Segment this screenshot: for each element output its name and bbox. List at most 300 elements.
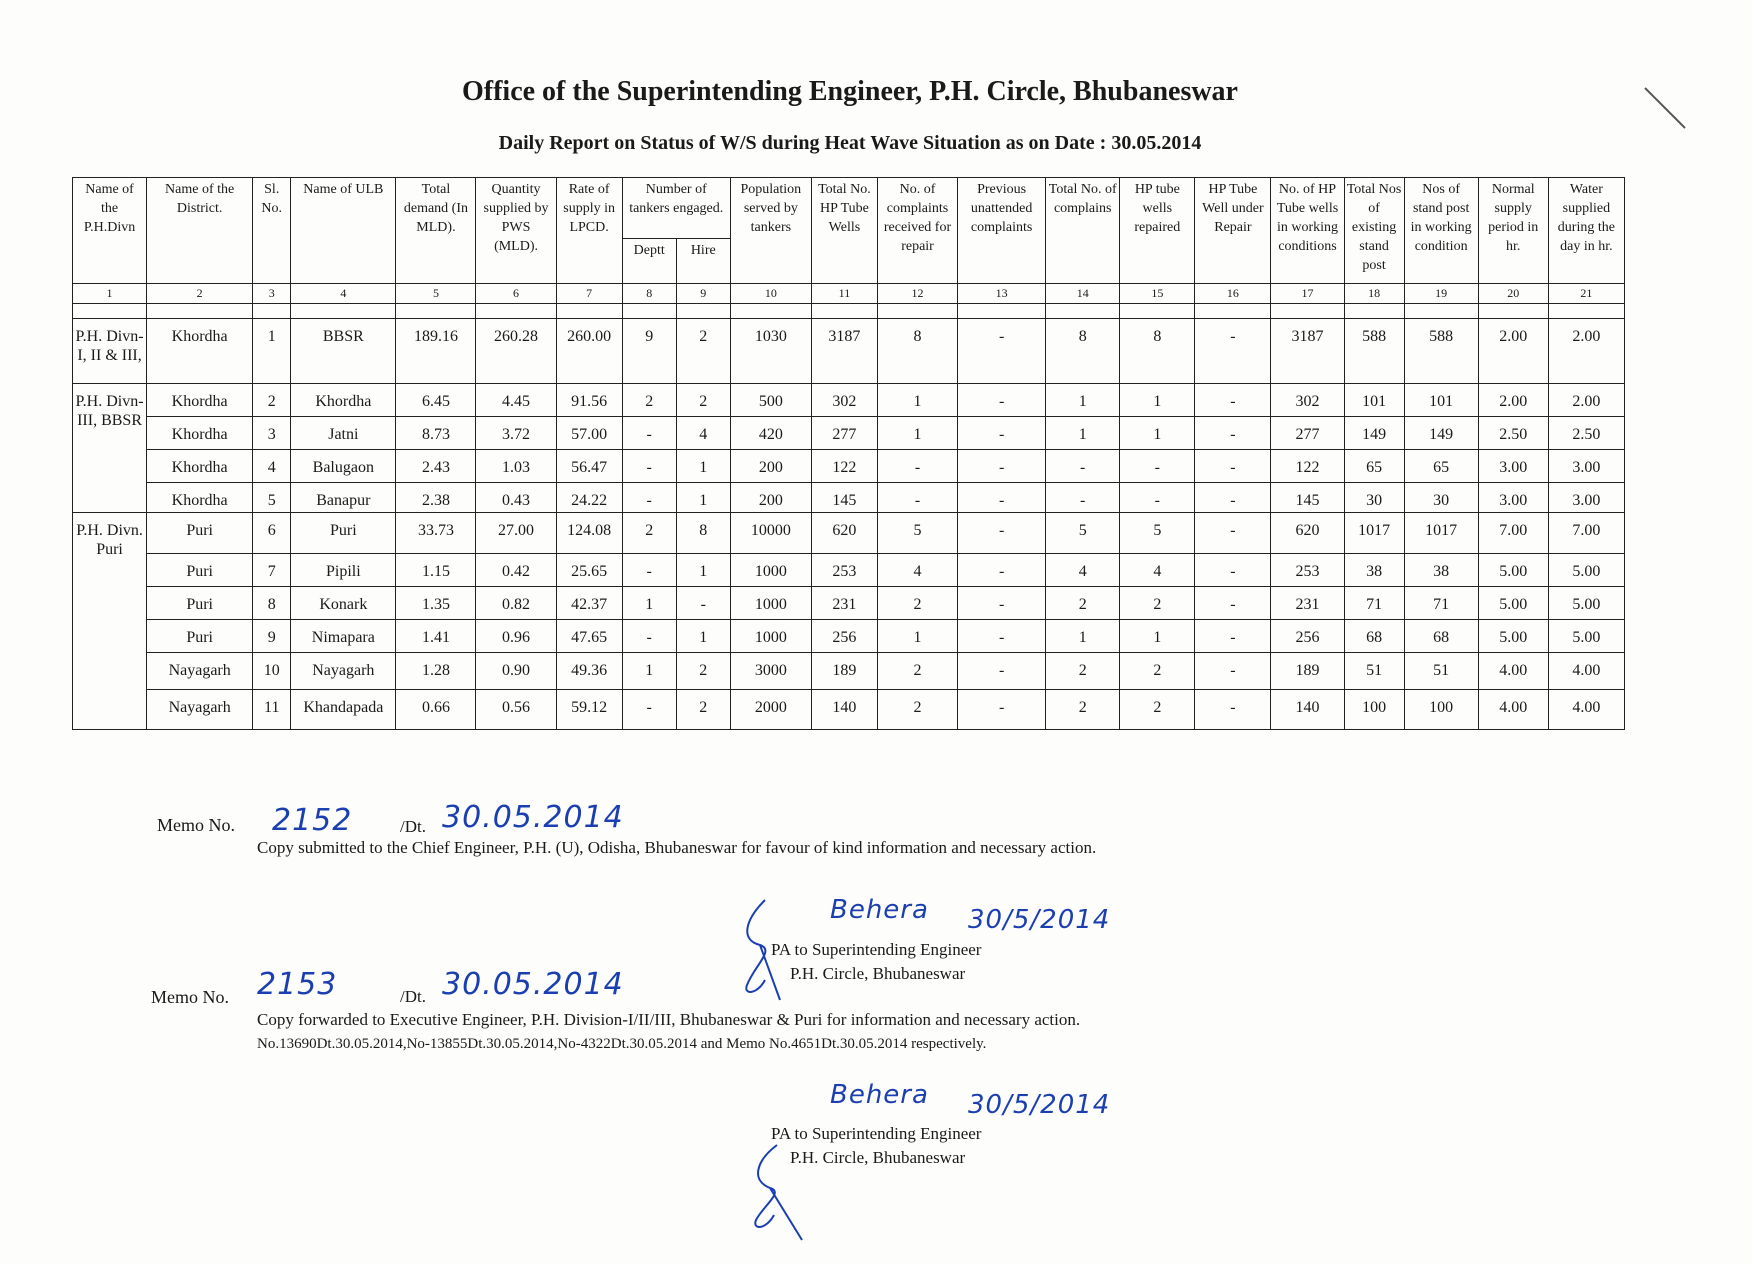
table-cell: 256 <box>811 620 877 653</box>
table-cell: 2 <box>1120 653 1195 690</box>
table-cell: - <box>1120 483 1195 513</box>
table-cell: 1.15 <box>396 554 476 587</box>
spacer-cell <box>811 304 877 319</box>
table-cell: 8 <box>1046 319 1120 384</box>
table-cell: 2 <box>1046 690 1120 730</box>
table-cell: - <box>958 450 1046 483</box>
column-number-cell: 16 <box>1195 284 1271 304</box>
header-cell: Deptt <box>622 239 676 284</box>
spacer-cell <box>476 304 556 319</box>
table-cell: 1.35 <box>396 587 476 620</box>
table-cell: 42.37 <box>556 587 622 620</box>
table-cell: 91.56 <box>556 384 622 417</box>
division-cell: P.H. Divn-III, BBSR <box>73 384 147 513</box>
table-cell: 253 <box>1271 554 1344 587</box>
table-cell: - <box>1195 587 1271 620</box>
table-cell: 2 <box>877 653 957 690</box>
table-cell: - <box>1195 483 1271 513</box>
table-cell: 0.43 <box>476 483 556 513</box>
table-cell: 620 <box>811 513 877 554</box>
spacer-cell <box>1271 304 1344 319</box>
table-cell: 2.00 <box>1548 319 1624 384</box>
header-cell: Population served by tankers <box>730 178 811 284</box>
table-cell: 100 <box>1404 690 1478 730</box>
table-cell: 1 <box>1046 384 1120 417</box>
table-cell: 1 <box>877 620 957 653</box>
spacer-cell <box>396 304 476 319</box>
table-cell: - <box>622 554 676 587</box>
table-cell: 3.72 <box>476 417 556 450</box>
table-cell: 3187 <box>811 319 877 384</box>
table-cell: 4 <box>676 417 730 450</box>
table-cell: 4 <box>1046 554 1120 587</box>
table-cell: 124.08 <box>556 513 622 554</box>
table-cell: 253 <box>811 554 877 587</box>
table-cell: 101 <box>1404 384 1478 417</box>
stray-mark-icon <box>1640 80 1700 140</box>
signature2-block <box>771 1122 981 1170</box>
table-body <box>73 284 1625 730</box>
table-cell: - <box>1195 653 1271 690</box>
table-cell: 38 <box>1344 554 1404 587</box>
table-cell: BBSR <box>291 319 396 384</box>
column-number-cell: 3 <box>253 284 291 304</box>
table-cell: 0.66 <box>396 690 476 730</box>
memo1-dt-label: /Dt. <box>400 817 426 836</box>
table-cell: 420 <box>730 417 811 450</box>
table-cell: 100 <box>1344 690 1404 730</box>
table-cell: 1 <box>1120 384 1195 417</box>
table-cell: 302 <box>811 384 877 417</box>
memo2-number: 2153 <box>257 967 338 1002</box>
column-number-cell: 2 <box>147 284 253 304</box>
spacer-cell <box>958 304 1046 319</box>
table-cell: 231 <box>1271 587 1344 620</box>
table-cell: 51 <box>1344 653 1404 690</box>
header-cell: Previous unattended complaints <box>958 178 1046 284</box>
table-cell: 8.73 <box>396 417 476 450</box>
header-cell: Total Nos of existing stand post <box>1344 178 1404 284</box>
header-cell: Normal supply period in hr. <box>1478 178 1548 284</box>
table-cell: 30 <box>1404 483 1478 513</box>
table-cell: 1000 <box>730 554 811 587</box>
table-cell: - <box>958 417 1046 450</box>
table-cell: 140 <box>1271 690 1344 730</box>
table-cell: 277 <box>1271 417 1344 450</box>
table-cell: Puri <box>147 587 253 620</box>
table-cell: 1000 <box>730 620 811 653</box>
column-number-cell: 20 <box>1478 284 1548 304</box>
table-cell: Khordha <box>147 483 253 513</box>
header-cell: No. of complaints received for repair <box>877 178 957 284</box>
table-cell: Khordha <box>147 450 253 483</box>
table-row <box>73 513 1625 554</box>
table-cell: 1 <box>1046 620 1120 653</box>
table-cell: 4.00 <box>1548 690 1624 730</box>
spacer-row <box>73 304 1625 319</box>
signature1-line1: PA to Superintending Engineer <box>771 940 982 959</box>
spacer-cell <box>1120 304 1195 319</box>
column-number-cell: 19 <box>1404 284 1478 304</box>
table-cell: 620 <box>1271 513 1344 554</box>
header-cell: Total No. HP Tube Wells <box>811 178 877 284</box>
table-cell: 25.65 <box>556 554 622 587</box>
spacer-cell <box>1478 304 1548 319</box>
header-cell: Name of the District. <box>147 178 253 284</box>
table-cell: Khordha <box>147 319 253 384</box>
memo2-date: 30.05.2014 <box>442 967 624 1002</box>
spacer-cell <box>1548 304 1624 319</box>
table-cell: 2 <box>622 384 676 417</box>
table-cell: Jatni <box>291 417 396 450</box>
page-title: Office of the Superintending Engineer, P.H. Circle, Bhubaneswar <box>461 76 1238 107</box>
table-cell: 71 <box>1404 587 1478 620</box>
table-cell: 2 <box>676 319 730 384</box>
table-cell: Puri <box>147 620 253 653</box>
spacer-cell <box>73 304 147 319</box>
table-cell: 5 <box>1120 513 1195 554</box>
table-cell: 33.73 <box>396 513 476 554</box>
table-cell: Puri <box>147 513 253 554</box>
signature1-date: 30/5/2014 <box>968 905 1111 935</box>
table-row <box>73 690 1625 730</box>
memo2-dt-label: /Dt. <box>400 987 426 1006</box>
table-cell: 1 <box>1120 417 1195 450</box>
table-cell: - <box>622 417 676 450</box>
table-row <box>73 653 1625 690</box>
table-cell: 5.00 <box>1548 620 1624 653</box>
header-cell: HP Tube Well under Repair <box>1195 178 1271 284</box>
header-cell: Water supplied during the day in hr. <box>1548 178 1624 284</box>
table-cell: 3.00 <box>1548 450 1624 483</box>
table-cell: Konark <box>291 587 396 620</box>
table-cell: 2 <box>676 653 730 690</box>
table-row <box>73 587 1625 620</box>
table-cell: - <box>958 554 1046 587</box>
table-cell: Khordha <box>291 384 396 417</box>
table-cell: 122 <box>811 450 877 483</box>
table-cell: 1.28 <box>396 653 476 690</box>
table-cell: 4.00 <box>1548 653 1624 690</box>
table-cell: 27.00 <box>476 513 556 554</box>
spacer-cell <box>622 304 676 319</box>
header-row <box>73 178 1625 239</box>
table-cell: - <box>958 513 1046 554</box>
header-cell: Number of tankers engaged. <box>622 178 730 239</box>
spacer-cell <box>253 304 291 319</box>
table-row <box>73 384 1625 417</box>
table-cell: 149 <box>1404 417 1478 450</box>
table-cell: 1 <box>676 450 730 483</box>
table-cell: 3 <box>253 417 291 450</box>
table-cell: 1 <box>877 417 957 450</box>
table-cell: 2 <box>676 690 730 730</box>
table-cell: 1017 <box>1404 513 1478 554</box>
table-cell: 56.47 <box>556 450 622 483</box>
signature1-line2: P.H. Circle, Bhubaneswar <box>790 964 966 983</box>
column-number-cell: 4 <box>291 284 396 304</box>
table-cell: 10 <box>253 653 291 690</box>
table-cell: - <box>1195 384 1271 417</box>
table-cell: 189.16 <box>396 319 476 384</box>
table-cell: 1 <box>676 554 730 587</box>
signature2-sign: Behera <box>830 1080 929 1110</box>
spacer-cell <box>147 304 253 319</box>
report-subtitle: Daily Report on Status of W/S during Heat Wave Situation as on Date : 30.05.2014 <box>498 132 1202 154</box>
table-cell: 122 <box>1271 450 1344 483</box>
spacer-cell <box>1195 304 1271 319</box>
table-cell: 8 <box>877 319 957 384</box>
signature1-sign: Behera <box>830 895 929 925</box>
table-cell: - <box>622 690 676 730</box>
table-cell: 8 <box>676 513 730 554</box>
table-cell: 0.42 <box>476 554 556 587</box>
table-cell: 9 <box>622 319 676 384</box>
table-cell: 189 <box>1271 653 1344 690</box>
table-cell: 1 <box>1046 417 1120 450</box>
header-cell: Total demand (In MLD). <box>396 178 476 284</box>
column-number-cell: 1 <box>73 284 147 304</box>
table-cell: 1 <box>253 319 291 384</box>
table-cell: 30 <box>1344 483 1404 513</box>
table-cell: 0.56 <box>476 690 556 730</box>
column-number-cell: 7 <box>556 284 622 304</box>
column-number-cell: 6 <box>476 284 556 304</box>
table-cell: 1 <box>877 384 957 417</box>
table-cell: 9 <box>253 620 291 653</box>
memo1-date: 30.05.2014 <box>442 800 624 835</box>
table-cell: 2 <box>1046 653 1120 690</box>
table-cell: 2 <box>676 384 730 417</box>
table-cell: - <box>958 620 1046 653</box>
table-cell: 189 <box>811 653 877 690</box>
table-cell: 4.00 <box>1478 690 1548 730</box>
table-cell: Nayagarh <box>291 653 396 690</box>
table-cell: 149 <box>1344 417 1404 450</box>
table-cell: - <box>1195 319 1271 384</box>
column-number-cell: 13 <box>958 284 1046 304</box>
header-cell: No. of HP Tube wells in working conditions <box>1271 178 1344 284</box>
table-cell: 3.00 <box>1548 483 1624 513</box>
column-number-cell: 18 <box>1344 284 1404 304</box>
table-cell: 4 <box>877 554 957 587</box>
table-cell: 2.00 <box>1478 384 1548 417</box>
spacer-cell <box>877 304 957 319</box>
table-cell: 2.43 <box>396 450 476 483</box>
table-cell: 2.50 <box>1478 417 1548 450</box>
table-cell: - <box>1195 450 1271 483</box>
table-cell: 5 <box>1046 513 1120 554</box>
table-cell: - <box>1195 690 1271 730</box>
signature2-date: 30/5/2014 <box>968 1090 1111 1120</box>
table-cell: - <box>1195 513 1271 554</box>
table-cell: Nayagarh <box>147 653 253 690</box>
table-cell: - <box>958 587 1046 620</box>
table-cell: 2.00 <box>1478 319 1548 384</box>
table-cell: - <box>622 450 676 483</box>
division-cell: P.H. Divn-I, II & III, <box>73 319 147 384</box>
table-cell: 5.00 <box>1548 587 1624 620</box>
table-cell: - <box>958 384 1046 417</box>
table-cell: 38 <box>1404 554 1478 587</box>
table-cell: 6.45 <box>396 384 476 417</box>
table-cell: - <box>622 483 676 513</box>
column-number-cell: 12 <box>877 284 957 304</box>
table-cell: 2 <box>1046 587 1120 620</box>
spacer-cell <box>556 304 622 319</box>
table-cell: - <box>958 690 1046 730</box>
table-cell: 200 <box>730 450 811 483</box>
table-cell: 47.65 <box>556 620 622 653</box>
table-cell: Banapur <box>291 483 396 513</box>
table-cell: - <box>877 450 957 483</box>
table-cell: 49.36 <box>556 653 622 690</box>
table-cell: 6 <box>253 513 291 554</box>
table-cell: 10000 <box>730 513 811 554</box>
table-cell: Khandapada <box>291 690 396 730</box>
table-cell: 145 <box>811 483 877 513</box>
table-cell: 7 <box>253 554 291 587</box>
table-cell: - <box>1195 417 1271 450</box>
table-cell: 140 <box>811 690 877 730</box>
table-cell: - <box>1046 483 1120 513</box>
table-cell: - <box>958 653 1046 690</box>
table-cell: 1030 <box>730 319 811 384</box>
table-cell: 51 <box>1404 653 1478 690</box>
table-cell: 4 <box>1120 554 1195 587</box>
column-number-cell: 5 <box>396 284 476 304</box>
column-number-cell: 15 <box>1120 284 1195 304</box>
table-cell: Balugaon <box>291 450 396 483</box>
table-cell: 1 <box>676 483 730 513</box>
table-cell: 3.00 <box>1478 483 1548 513</box>
table-cell: 65 <box>1344 450 1404 483</box>
column-number-cell: 21 <box>1548 284 1624 304</box>
table-cell: 0.82 <box>476 587 556 620</box>
table-cell: 1 <box>622 653 676 690</box>
table-cell: 5.00 <box>1478 587 1548 620</box>
table-row <box>73 417 1625 450</box>
signature2-line1: PA to Superintending Engineer <box>771 1124 982 1143</box>
table-cell: 256 <box>1271 620 1344 653</box>
division-cell: P.H. Divn. Puri <box>73 513 147 730</box>
column-number-cell: 10 <box>730 284 811 304</box>
column-number-cell: 14 <box>1046 284 1120 304</box>
spacer-cell <box>1404 304 1478 319</box>
table-cell: - <box>958 319 1046 384</box>
table-cell: Pipili <box>291 554 396 587</box>
header-cell: Rate of supply in LPCD. <box>556 178 622 284</box>
memo2-ref: No.13690Dt.30.05.2014,No-13855Dt.30.05.2014,No-4322Dt.30.05.2014 and Memo No.4651Dt.30.05.2014 respectively. <box>257 1036 987 1052</box>
table-cell: 500 <box>730 384 811 417</box>
table-row <box>73 450 1625 483</box>
table-cell: - <box>1195 620 1271 653</box>
table-cell: 71 <box>1344 587 1404 620</box>
table-cell: - <box>1046 450 1120 483</box>
table-cell: 59.12 <box>556 690 622 730</box>
table-cell: 5.00 <box>1478 620 1548 653</box>
table-cell: 4.00 <box>1478 653 1548 690</box>
table-cell: 2.00 <box>1548 384 1624 417</box>
table-cell: Nayagarh <box>147 690 253 730</box>
table-cell: 1 <box>676 620 730 653</box>
header-cell: HP tube wells repaired <box>1120 178 1195 284</box>
table-cell: - <box>1120 450 1195 483</box>
memo1-label: Memo No. <box>157 815 235 835</box>
table-cell: 7.00 <box>1548 513 1624 554</box>
spacer-cell <box>676 304 730 319</box>
table-cell: 101 <box>1344 384 1404 417</box>
table-cell: 302 <box>1271 384 1344 417</box>
memo2-text: Copy forwarded to Executive Engineer, P.H. Division-I/II/III, Bhubaneswar & Puri for information and necessary action. <box>257 1010 1081 1029</box>
table-cell: 1.41 <box>396 620 476 653</box>
table-cell: Khordha <box>147 384 253 417</box>
status-table <box>72 177 1625 730</box>
table-cell: 5.00 <box>1478 554 1548 587</box>
table-cell: 1 <box>1120 620 1195 653</box>
table-row <box>73 319 1625 384</box>
table-cell: Puri <box>147 554 253 587</box>
table-cell: 68 <box>1344 620 1404 653</box>
table-cell: 5 <box>253 483 291 513</box>
table-cell: Puri <box>291 513 396 554</box>
table-cell: 2.50 <box>1548 417 1624 450</box>
header-cell: Sl. No. <box>253 178 291 284</box>
table-cell: 1.03 <box>476 450 556 483</box>
spacer-cell <box>730 304 811 319</box>
table-cell: 3187 <box>1271 319 1344 384</box>
column-number-row <box>73 284 1625 304</box>
table-cell: 1017 <box>1344 513 1404 554</box>
header-cell: Hire <box>676 239 730 284</box>
table-cell: 2 <box>1120 587 1195 620</box>
column-number-cell: 8 <box>622 284 676 304</box>
table-cell: 2 <box>253 384 291 417</box>
table-cell: - <box>1195 554 1271 587</box>
table-cell: 5.00 <box>1548 554 1624 587</box>
table-cell: - <box>676 587 730 620</box>
table-cell: 588 <box>1404 319 1478 384</box>
header-cell: Nos of stand post in working condition <box>1404 178 1478 284</box>
table-cell: 588 <box>1344 319 1404 384</box>
table-row <box>73 620 1625 653</box>
table-cell: 231 <box>811 587 877 620</box>
table-row <box>73 554 1625 587</box>
table-cell: 260.00 <box>556 319 622 384</box>
table-cell: 11 <box>253 690 291 730</box>
table-cell: 2 <box>877 690 957 730</box>
table-cell: 4 <box>253 450 291 483</box>
table-cell: 0.96 <box>476 620 556 653</box>
table-cell: 8 <box>253 587 291 620</box>
table-row <box>73 483 1625 513</box>
table-cell: 3.00 <box>1478 450 1548 483</box>
table-cell: 57.00 <box>556 417 622 450</box>
memo1-number: 2152 <box>272 803 353 838</box>
table-cell: - <box>877 483 957 513</box>
table-cell: 145 <box>1271 483 1344 513</box>
column-number-cell: 11 <box>811 284 877 304</box>
column-number-cell: 9 <box>676 284 730 304</box>
spacer-cell <box>1046 304 1120 319</box>
spacer-cell <box>291 304 396 319</box>
signature2-line2: P.H. Circle, Bhubaneswar <box>790 1148 966 1167</box>
table-cell: Khordha <box>147 417 253 450</box>
column-number-cell: 17 <box>1271 284 1344 304</box>
table-cell: - <box>958 483 1046 513</box>
memo2-label: Memo No. <box>151 987 229 1007</box>
table-cell: Nimapara <box>291 620 396 653</box>
